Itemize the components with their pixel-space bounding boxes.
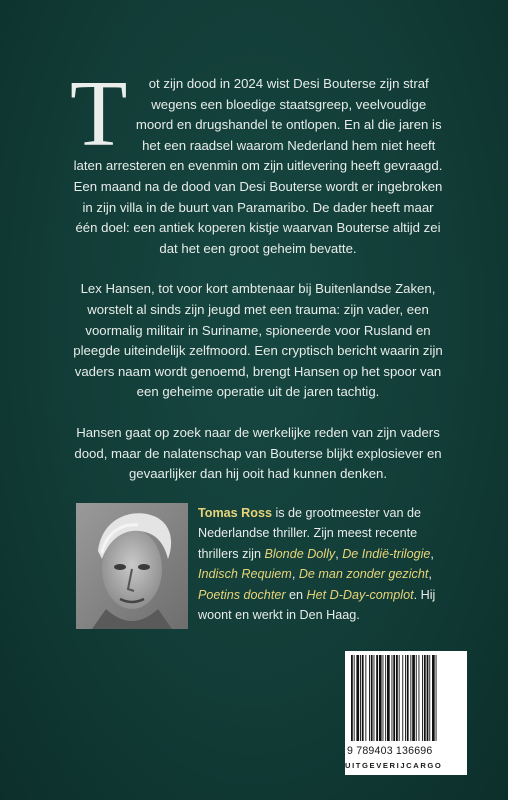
barcode-bar bbox=[429, 655, 430, 741]
book-separator: en bbox=[285, 587, 307, 602]
barcode-bar bbox=[371, 655, 373, 741]
author-portrait-image bbox=[76, 503, 188, 629]
book-title-2: De Indië-trilogie bbox=[342, 546, 431, 561]
barcode-bar bbox=[365, 655, 366, 741]
barcode-bar bbox=[407, 655, 409, 741]
barcode-bar bbox=[410, 655, 411, 741]
book-title-4: De man zonder gezicht bbox=[298, 567, 429, 582]
barcode-bar bbox=[360, 655, 361, 741]
barcode-panel bbox=[345, 651, 467, 775]
book-title-5: Poetins dochter bbox=[198, 587, 286, 602]
back-cover-blurb bbox=[70, 62, 444, 485]
barcode-bar bbox=[396, 655, 398, 741]
author-photo bbox=[76, 503, 188, 629]
barcode-bar bbox=[379, 655, 382, 741]
book-separator: , bbox=[335, 546, 343, 561]
book-title-3: Indisch Requiem bbox=[198, 567, 292, 582]
book-title-6: Het D-Day-complot bbox=[306, 587, 414, 602]
blurb-paragraph-1-text: ot zijn dood in 2024 wist Desi Bouterse zijn straf wegens een bloedige staatsgreep, veelvoudige moord en drugshandel te ontlopen. En al die jaren is het een raadsel waarom Nederland hem niet heeft laten arresteren en evenmin om zijn uitlevering heeft gevraagd. Een maand na de dood van Desi Bouterse wordt er ingebroken in zijn villa in de buurt van Paramaribo. De dader heeft maar één doel: een antiek koperen kistje waarvan Bouterse altijd zei dat het een groot geheim bevatte. bbox=[73, 76, 443, 256]
barcode-bar bbox=[376, 655, 378, 741]
barcode-bar bbox=[362, 655, 364, 741]
publisher-name: UITGEVERIJCARGO bbox=[345, 761, 443, 770]
isbn-number: 9 789403 136696 bbox=[347, 745, 433, 757]
drop-cap: T bbox=[70, 62, 128, 166]
barcode-bar bbox=[387, 655, 390, 741]
barcode-bar bbox=[432, 655, 435, 741]
book-title-1: Blonde Dolly bbox=[264, 546, 336, 561]
author-bio bbox=[198, 503, 438, 625]
barcode-bar bbox=[374, 655, 375, 741]
book-separator: , bbox=[430, 546, 434, 561]
barcode-bar bbox=[392, 655, 393, 741]
author-bio-text-2: . Hij woont en werkt in Den Haag. bbox=[198, 587, 436, 623]
barcode-bar bbox=[383, 655, 384, 741]
barcode-bar bbox=[419, 655, 420, 741]
barcode-bar bbox=[416, 655, 417, 741]
barcode-bar bbox=[436, 655, 437, 741]
barcode-bar bbox=[405, 655, 406, 741]
book-separator: , bbox=[428, 567, 432, 582]
blurb-paragraph-1 bbox=[70, 62, 444, 259]
barcode-bar bbox=[356, 655, 359, 741]
book-separator: , bbox=[291, 567, 299, 582]
blurb-paragraph-3: Hansen gaat op zoek naar de werkelijke reden van zijn vaders dood, maar de nalatenschap van Bouterse blijkt explosiever en gevaarlijker dan hij ooit had kunnen denken. bbox=[74, 424, 442, 482]
barcode-bar bbox=[412, 655, 415, 741]
barcode-bar bbox=[351, 655, 353, 741]
author-bio-text-1: is de grootmeester van de Nederlandse thriller. Zijn meest recente thrillers zijn bbox=[198, 506, 422, 561]
barcode-bar bbox=[369, 655, 370, 741]
barcode-bar bbox=[399, 655, 400, 741]
barcode-bar bbox=[402, 655, 403, 741]
barcode-image bbox=[345, 651, 467, 743]
barcode-bar bbox=[354, 655, 355, 741]
author-section bbox=[76, 503, 436, 633]
barcode-bar bbox=[427, 655, 429, 741]
barcode-bar bbox=[385, 655, 386, 741]
blurb-paragraph-2: Lex Hansen, tot voor kort ambtenaar bij Buitenlandse Zaken, worstelt al sinds zijn jeugd met een trauma: zijn vader, een voormalig militair in Suriname, spioneerde voor Rusland en pleegde uiteindelijk zelfmoord. Een cryptisch bericht waarin zijn vaders naam wordt genoemd, brengt Hansen op het spoor van een geheime operatie uit de jaren tachtig. bbox=[73, 281, 443, 400]
author-name: Tomas Ross bbox=[198, 506, 272, 520]
barcode-bar bbox=[393, 655, 395, 741]
barcode-bar bbox=[424, 655, 426, 741]
barcode-bar bbox=[422, 655, 423, 741]
